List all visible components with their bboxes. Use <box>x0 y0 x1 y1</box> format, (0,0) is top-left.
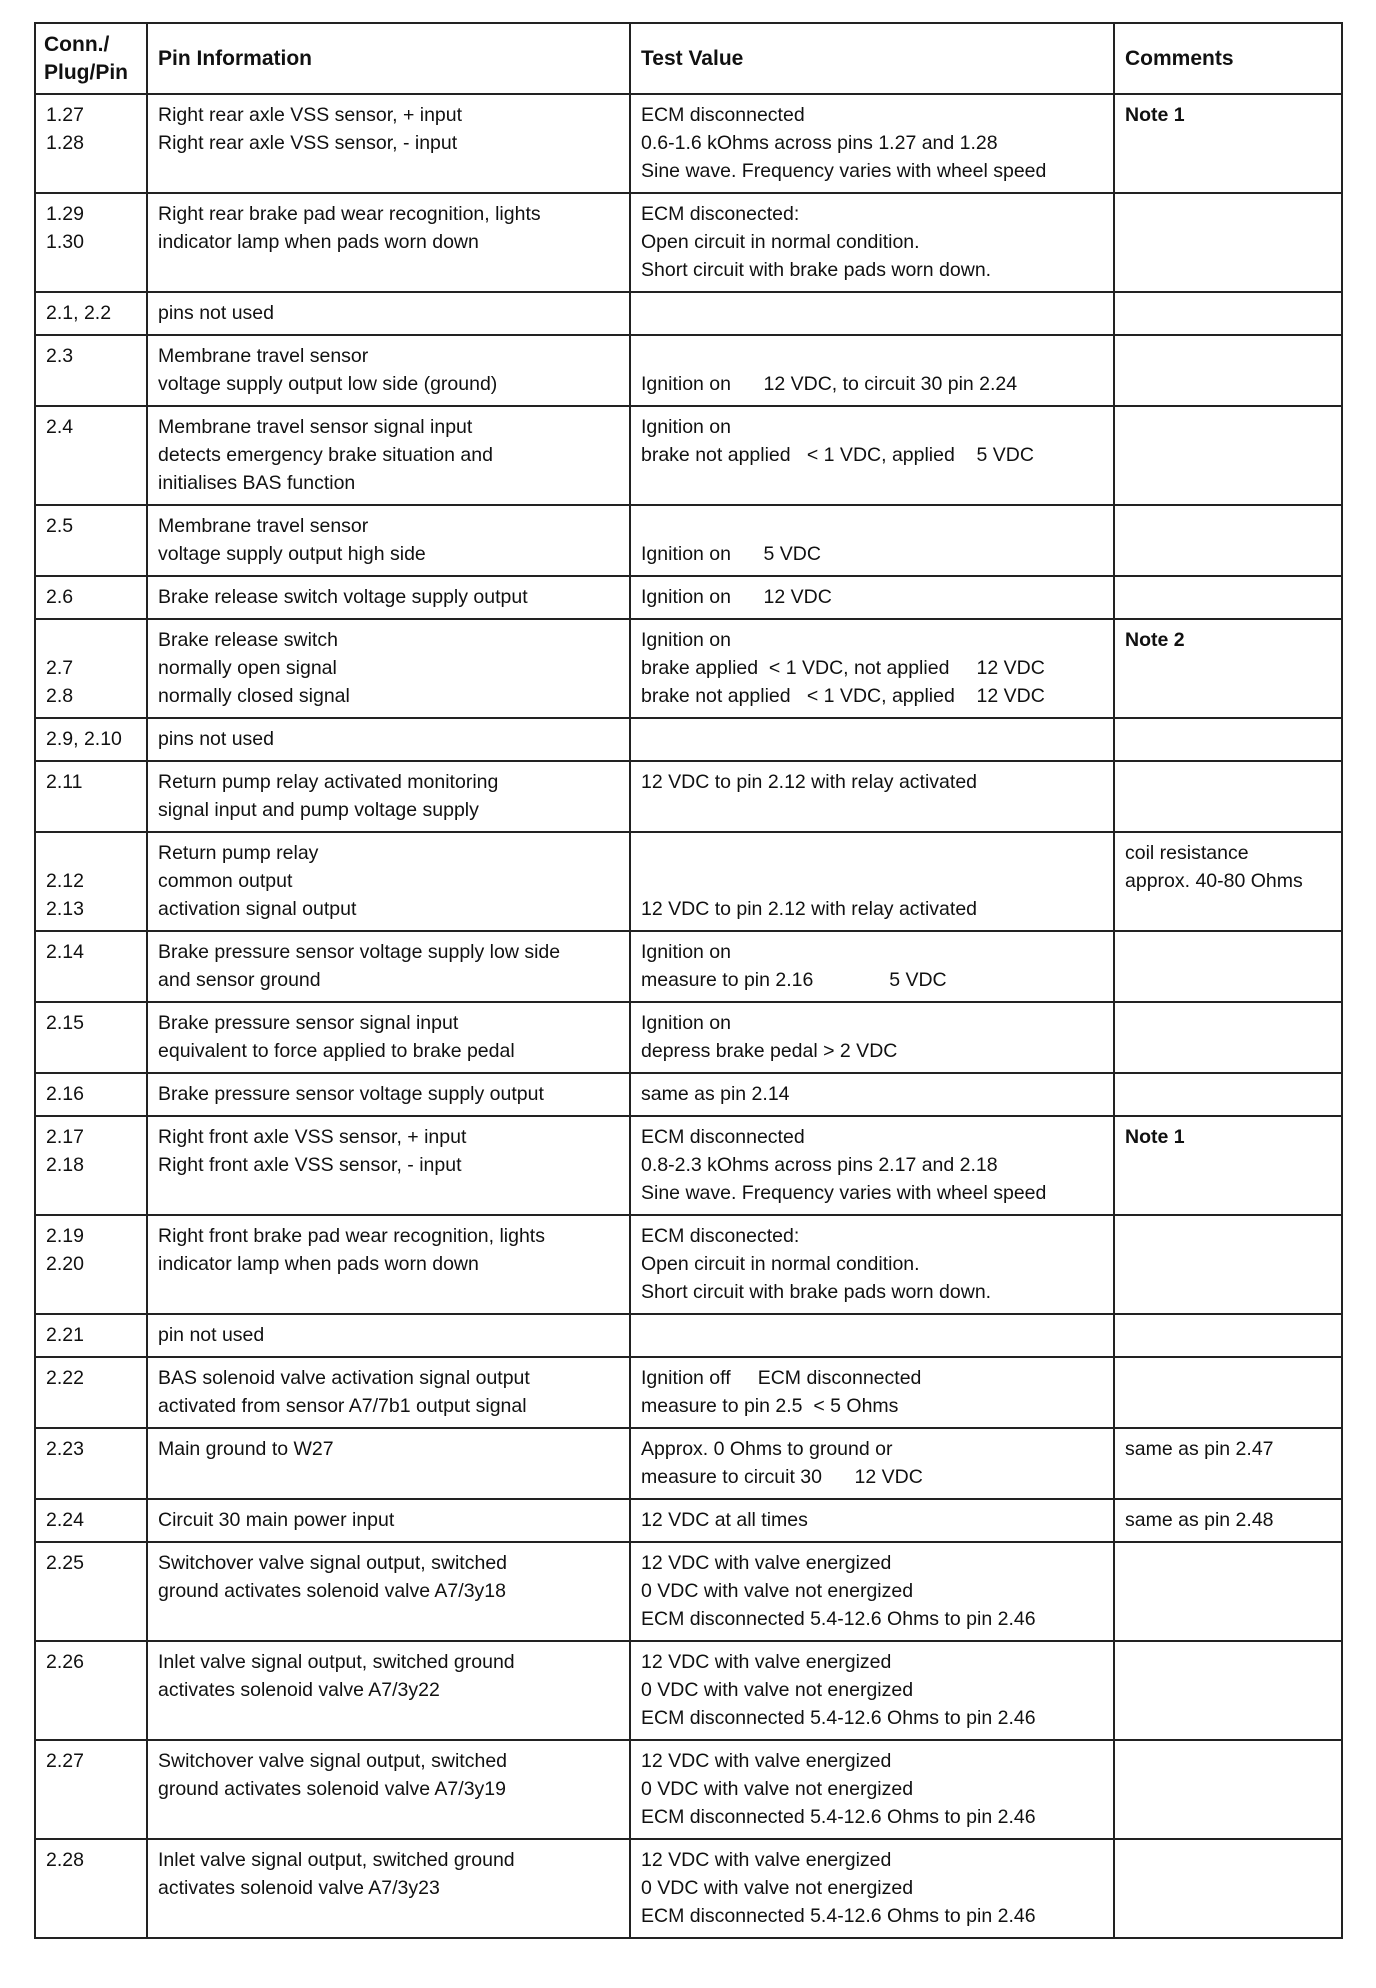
info-cell <box>147 292 630 335</box>
comments-cell-line: Note 1 <box>1125 1126 1185 1148</box>
test-value-cell <box>630 576 1114 619</box>
pin-cell-line: 2.21 <box>46 1324 84 1346</box>
pin-cell <box>35 193 147 292</box>
info-cell <box>147 619 630 718</box>
pin-cell <box>35 576 147 619</box>
info-cell-line: ground activates solenoid valve A7/3y19 <box>158 1778 506 1800</box>
test-value-cell-line: ECM disconnected 5.4-12.6 Ohms to pin 2.46 <box>641 1608 1036 1630</box>
info-cell <box>147 1073 630 1116</box>
table-row <box>35 1357 1342 1428</box>
info-cell-line: Right front axle VSS sensor, + input <box>158 1126 467 1148</box>
pin-cell <box>35 505 147 576</box>
test-value-cell-line: 12 VDC with valve energized <box>641 1552 892 1574</box>
header-info: Pin Information <box>147 23 630 94</box>
info-cell-line: Brake pressure sensor signal input <box>158 1012 459 1034</box>
test-value-cell-line: ECM disconnected 5.4-12.6 Ohms to pin 2.46 <box>641 1806 1036 1828</box>
info-cell <box>147 1215 630 1314</box>
info-cell <box>147 1116 630 1215</box>
info-cell <box>147 1740 630 1839</box>
test-value-cell-line: Ignition on 5 VDC <box>641 543 821 565</box>
test-value-cell-line: Short circuit with brake pads worn down. <box>641 1281 992 1303</box>
pin-cell <box>35 1314 147 1357</box>
pin-table-page <box>34 22 1341 1939</box>
test-value-cell <box>630 619 1114 718</box>
pin-cell <box>35 619 147 718</box>
table-row <box>35 193 1342 292</box>
pin-cell-line: 2.24 <box>46 1509 84 1531</box>
test-value-cell-line: Sine wave. Frequency varies with wheel speed <box>641 160 1047 182</box>
info-cell <box>147 406 630 505</box>
comments-cell <box>1114 406 1342 505</box>
info-cell-line: Inlet valve signal output, switched ground <box>158 1849 515 1871</box>
comments-cell <box>1114 832 1342 931</box>
pin-cell-line: 2.20 <box>46 1253 84 1275</box>
comments-cell <box>1114 1839 1342 1938</box>
info-cell-line: indicator lamp when pads worn down <box>158 1253 479 1275</box>
pin-cell-line: 2.16 <box>46 1083 84 1105</box>
pin-cell <box>35 718 147 761</box>
info-cell-line: detects emergency brake situation and <box>158 444 493 466</box>
test-value-cell-line: 0.8-2.3 kOhms across pins 2.17 and 2.18 <box>641 1154 998 1176</box>
pin-cell-line: 2.12 <box>46 870 84 892</box>
pin-cell-line: 1.27 <box>46 104 84 126</box>
test-value-cell <box>630 1428 1114 1499</box>
info-cell-line: common output <box>158 870 293 892</box>
test-value-cell <box>630 1542 1114 1641</box>
info-cell-line: pins not used <box>158 728 275 750</box>
info-cell <box>147 576 630 619</box>
info-cell-line: pin not used <box>158 1324 265 1346</box>
test-value-cell-line: Ignition on <box>641 416 731 438</box>
pin-cell <box>35 761 147 832</box>
header-pin <box>35 23 147 94</box>
table-row <box>35 1073 1342 1116</box>
header-pin-line2: Plug/Pin <box>44 60 128 84</box>
test-value-cell-line: Ignition on <box>641 941 731 963</box>
pin-cell-line: 2.7 <box>46 657 74 679</box>
table-row <box>35 1215 1342 1314</box>
table-row <box>35 1116 1342 1215</box>
info-cell-line: Main ground to W27 <box>158 1438 334 1460</box>
info-cell <box>147 1641 630 1740</box>
pin-cell-line: 1.30 <box>46 231 84 253</box>
header-pin-line1: Conn./ <box>44 32 110 56</box>
info-cell-line: Switchover valve signal output, switched <box>158 1750 508 1772</box>
pin-cell-line: 2.8 <box>46 685 74 707</box>
info-cell-line: pins not used <box>158 302 275 324</box>
test-value-cell-line: Open circuit in normal condition. <box>641 1253 920 1275</box>
test-value-cell <box>630 94 1114 193</box>
comments-cell <box>1114 619 1342 718</box>
info-cell-line: activation signal output <box>158 898 357 920</box>
table-row <box>35 1839 1342 1938</box>
pin-cell <box>35 406 147 505</box>
info-cell <box>147 193 630 292</box>
pin-cell-line: 2.22 <box>46 1367 84 1389</box>
info-cell-line: signal input and pump voltage supply <box>158 799 479 821</box>
info-cell-line: equivalent to force applied to brake pedal <box>158 1040 515 1062</box>
pin-cell-line: 1.29 <box>46 203 84 225</box>
comments-cell-line: same as pin 2.47 <box>1125 1438 1274 1460</box>
test-value-cell-line: 0 VDC with valve not energized <box>641 1580 914 1602</box>
info-cell-line: Right front brake pad wear recognition, lights <box>158 1225 545 1247</box>
table-row <box>35 619 1342 718</box>
test-value-cell-line: ECM disconected: <box>641 203 800 225</box>
pin-cell-line: 2.25 <box>46 1552 84 1574</box>
pin-cell-line: 2.23 <box>46 1438 84 1460</box>
test-value-cell-line: Ignition on <box>641 1012 731 1034</box>
info-cell <box>147 1002 630 1073</box>
test-value-cell-line: 12 VDC to pin 2.12 with relay activated <box>641 898 978 920</box>
comments-cell <box>1114 1002 1342 1073</box>
test-value-cell-line: 0 VDC with valve not energized <box>641 1679 914 1701</box>
test-value-cell-line: 12 VDC with valve energized <box>641 1651 892 1673</box>
comments-cell-line: coil resistance <box>1125 842 1249 864</box>
pin-cell <box>35 1499 147 1542</box>
table-row <box>35 1542 1342 1641</box>
pin-cell-line: 2.19 <box>46 1225 84 1247</box>
info-cell <box>147 94 630 193</box>
header-comments: Comments <box>1114 23 1342 94</box>
pin-cell-line: 2.15 <box>46 1012 84 1034</box>
pin-cell-line: 2.1, 2.2 <box>46 302 112 324</box>
pin-cell-line: 1.28 <box>46 132 84 154</box>
comments-cell <box>1114 1314 1342 1357</box>
pin-cell <box>35 1428 147 1499</box>
info-cell-line: Inlet valve signal output, switched ground <box>158 1651 515 1673</box>
test-value-cell <box>630 193 1114 292</box>
test-value-cell <box>630 1314 1114 1357</box>
test-value-cell <box>630 1641 1114 1740</box>
pin-cell-line: 2.13 <box>46 898 84 920</box>
pin-table <box>34 22 1343 1939</box>
info-cell-line: voltage supply output low side (ground) <box>158 373 498 395</box>
test-value-cell <box>630 1839 1114 1938</box>
test-value-cell-line: 12 VDC to pin 2.12 with relay activated <box>641 771 978 793</box>
comments-cell-line: same as pin 2.48 <box>1125 1509 1274 1531</box>
pin-cell-line: 2.17 <box>46 1126 84 1148</box>
pin-cell <box>35 1116 147 1215</box>
info-cell <box>147 335 630 406</box>
info-cell-line: Brake release switch <box>158 629 338 651</box>
test-value-cell-line: brake applied < 1 VDC, not applied 12 VDC <box>641 657 1045 679</box>
test-value-cell-line <box>641 839 1103 867</box>
info-cell-line: Brake pressure sensor voltage supply output <box>158 1083 544 1105</box>
test-value-cell-line: brake not applied < 1 VDC, applied 5 VDC <box>641 444 1034 466</box>
comments-cell-line: Note 2 <box>1125 629 1185 651</box>
pin-cell-line: 2.26 <box>46 1651 84 1673</box>
comments-cell <box>1114 335 1342 406</box>
comments-cell <box>1114 94 1342 193</box>
comments-cell <box>1114 931 1342 1002</box>
test-value-cell-line: Ignition on 12 VDC, to circuit 30 pin 2.24 <box>641 373 1018 395</box>
test-value-cell-line: Ignition on <box>641 629 731 651</box>
info-cell-line: Right front axle VSS sensor, - input <box>158 1154 462 1176</box>
table-row <box>35 1499 1342 1542</box>
comments-cell <box>1114 718 1342 761</box>
info-cell <box>147 1428 630 1499</box>
comments-cell <box>1114 1073 1342 1116</box>
info-cell-line: indicator lamp when pads worn down <box>158 231 479 253</box>
test-value-cell-line: ECM disconnected 5.4-12.6 Ohms to pin 2.46 <box>641 1707 1036 1729</box>
info-cell-line: Right rear axle VSS sensor, + input <box>158 104 463 126</box>
test-value-cell <box>630 832 1114 931</box>
pin-cell <box>35 1073 147 1116</box>
table-body <box>35 94 1342 1938</box>
pin-cell <box>35 94 147 193</box>
test-value-cell <box>630 335 1114 406</box>
pin-cell-line: 2.18 <box>46 1154 84 1176</box>
test-value-cell <box>630 718 1114 761</box>
info-cell-line: Right rear brake pad wear recognition, lights <box>158 203 541 225</box>
info-cell-line: Switchover valve signal output, switched <box>158 1552 508 1574</box>
pin-cell <box>35 292 147 335</box>
pin-cell <box>35 335 147 406</box>
pin-cell <box>35 1641 147 1740</box>
info-cell-line: voltage supply output high side <box>158 543 426 565</box>
table-row <box>35 832 1342 931</box>
comments-cell <box>1114 1215 1342 1314</box>
test-value-cell-line: Open circuit in normal condition. <box>641 231 920 253</box>
info-cell-line: Brake pressure sensor voltage supply low side <box>158 941 561 963</box>
test-value-cell-line: 12 VDC at all times <box>641 1509 808 1531</box>
table-row <box>35 406 1342 505</box>
test-value-cell <box>630 505 1114 576</box>
comments-cell-line: Note 1 <box>1125 104 1185 126</box>
test-value-cell-line: Ignition off ECM disconnected <box>641 1367 922 1389</box>
info-cell <box>147 1839 630 1938</box>
pin-cell-line: 2.3 <box>46 345 74 367</box>
info-cell <box>147 718 630 761</box>
table-row <box>35 1314 1342 1357</box>
table-row <box>35 718 1342 761</box>
comments-cell <box>1114 1542 1342 1641</box>
pin-cell-line <box>46 626 136 654</box>
test-value-cell-line: brake not applied < 1 VDC, applied 12 VDC <box>641 685 1045 707</box>
table-row <box>35 1002 1342 1073</box>
table-row <box>35 94 1342 193</box>
info-cell-line: normally closed signal <box>158 685 350 707</box>
test-value-cell-line: ECM disconnected 5.4-12.6 Ohms to pin 2.46 <box>641 1905 1036 1927</box>
comments-cell-line: approx. 40-80 Ohms <box>1125 870 1303 892</box>
comments-cell <box>1114 193 1342 292</box>
test-value-cell <box>630 761 1114 832</box>
test-value-cell-line: Sine wave. Frequency varies with wheel speed <box>641 1182 1047 1204</box>
info-cell-line: activates solenoid valve A7/3y23 <box>158 1877 440 1899</box>
pin-cell <box>35 1357 147 1428</box>
table-row <box>35 1641 1342 1740</box>
test-value-cell <box>630 1073 1114 1116</box>
test-value-cell <box>630 292 1114 335</box>
info-cell-line: Membrane travel sensor signal input <box>158 416 473 438</box>
comments-cell <box>1114 1116 1342 1215</box>
test-value-cell-line: ECM disconnected <box>641 104 805 126</box>
info-cell <box>147 761 630 832</box>
test-value-cell-line: 0 VDC with valve not energized <box>641 1877 914 1899</box>
test-value-cell-line: Short circuit with brake pads worn down. <box>641 259 992 281</box>
info-cell <box>147 832 630 931</box>
info-cell <box>147 1314 630 1357</box>
pin-cell-line: 2.9, 2.10 <box>46 728 122 750</box>
pin-cell <box>35 1002 147 1073</box>
info-cell-line: activated from sensor A7/7b1 output signal <box>158 1395 527 1417</box>
comments-cell <box>1114 1740 1342 1839</box>
info-cell-line: Return pump relay activated monitoring <box>158 771 499 793</box>
info-cell <box>147 1357 630 1428</box>
comments-cell <box>1114 1428 1342 1499</box>
table-row <box>35 505 1342 576</box>
info-cell-line: activates solenoid valve A7/3y22 <box>158 1679 440 1701</box>
test-value-cell-line: ECM disconected: <box>641 1225 800 1247</box>
header-test: Test Value <box>630 23 1114 94</box>
pin-cell-line: 2.27 <box>46 1750 84 1772</box>
pin-cell-line <box>46 839 136 867</box>
info-cell-line: initialises BAS function <box>158 472 356 494</box>
test-value-cell-line <box>641 512 1103 540</box>
pin-cell-line: 2.6 <box>46 586 74 608</box>
test-value-cell <box>630 1499 1114 1542</box>
test-value-cell-line: measure to pin 2.5 < 5 Ohms <box>641 1395 899 1417</box>
test-value-cell-line: ECM disconnected <box>641 1126 805 1148</box>
comments-cell <box>1114 1357 1342 1428</box>
info-cell-line: Brake release switch voltage supply output <box>158 586 528 608</box>
test-value-cell-line: 12 VDC with valve energized <box>641 1849 892 1871</box>
info-cell <box>147 505 630 576</box>
table-row <box>35 931 1342 1002</box>
table-row <box>35 761 1342 832</box>
table-row <box>35 292 1342 335</box>
comments-cell <box>1114 576 1342 619</box>
test-value-cell <box>630 1357 1114 1428</box>
info-cell-line: Membrane travel sensor <box>158 515 369 537</box>
comments-cell <box>1114 292 1342 335</box>
test-value-cell-line: 0 VDC with valve not energized <box>641 1778 914 1800</box>
test-value-cell <box>630 1116 1114 1215</box>
info-cell-line: normally open signal <box>158 657 337 679</box>
pin-cell <box>35 1740 147 1839</box>
comments-cell <box>1114 1499 1342 1542</box>
table-row <box>35 335 1342 406</box>
test-value-cell-line: measure to pin 2.16 5 VDC <box>641 969 947 991</box>
test-value-cell-line: depress brake pedal > 2 VDC <box>641 1040 898 1062</box>
test-value-cell-line: 0.6-1.6 kOhms across pins 1.27 and 1.28 <box>641 132 998 154</box>
test-value-cell-line: measure to circuit 30 12 VDC <box>641 1466 923 1488</box>
pin-cell <box>35 1839 147 1938</box>
info-cell-line: Return pump relay <box>158 842 319 864</box>
info-cell <box>147 931 630 1002</box>
test-value-cell-line: 12 VDC with valve energized <box>641 1750 892 1772</box>
comments-cell <box>1114 761 1342 832</box>
info-cell-line: ground activates solenoid valve A7/3y18 <box>158 1580 506 1602</box>
comments-cell <box>1114 1641 1342 1740</box>
table-row <box>35 576 1342 619</box>
test-value-cell-line <box>641 342 1103 370</box>
info-cell-line: Circuit 30 main power input <box>158 1509 395 1531</box>
pin-cell-line: 2.14 <box>46 941 84 963</box>
test-value-cell-line: Ignition on 12 VDC <box>641 586 832 608</box>
table-header-row <box>35 23 1342 94</box>
pin-cell <box>35 832 147 931</box>
pin-cell-line: 2.5 <box>46 515 74 537</box>
table-row <box>35 1740 1342 1839</box>
test-value-cell-line: same as pin 2.14 <box>641 1083 790 1105</box>
test-value-cell <box>630 406 1114 505</box>
pin-cell <box>35 1542 147 1641</box>
pin-cell-line: 2.28 <box>46 1849 84 1871</box>
info-cell-line: Right rear axle VSS sensor, - input <box>158 132 458 154</box>
test-value-cell <box>630 1740 1114 1839</box>
pin-cell <box>35 931 147 1002</box>
test-value-cell <box>630 1215 1114 1314</box>
info-cell-line: Membrane travel sensor <box>158 345 369 367</box>
test-value-cell-line <box>641 867 1103 895</box>
pin-cell <box>35 1215 147 1314</box>
info-cell-line: and sensor ground <box>158 969 321 991</box>
test-value-cell <box>630 1002 1114 1073</box>
comments-cell <box>1114 505 1342 576</box>
pin-cell-line: 2.11 <box>46 771 83 793</box>
test-value-cell-line: Approx. 0 Ohms to ground or <box>641 1438 893 1460</box>
table-row <box>35 1428 1342 1499</box>
pin-cell-line: 2.4 <box>46 416 74 438</box>
info-cell-line: BAS solenoid valve activation signal output <box>158 1367 530 1389</box>
info-cell <box>147 1499 630 1542</box>
test-value-cell <box>630 931 1114 1002</box>
info-cell <box>147 1542 630 1641</box>
